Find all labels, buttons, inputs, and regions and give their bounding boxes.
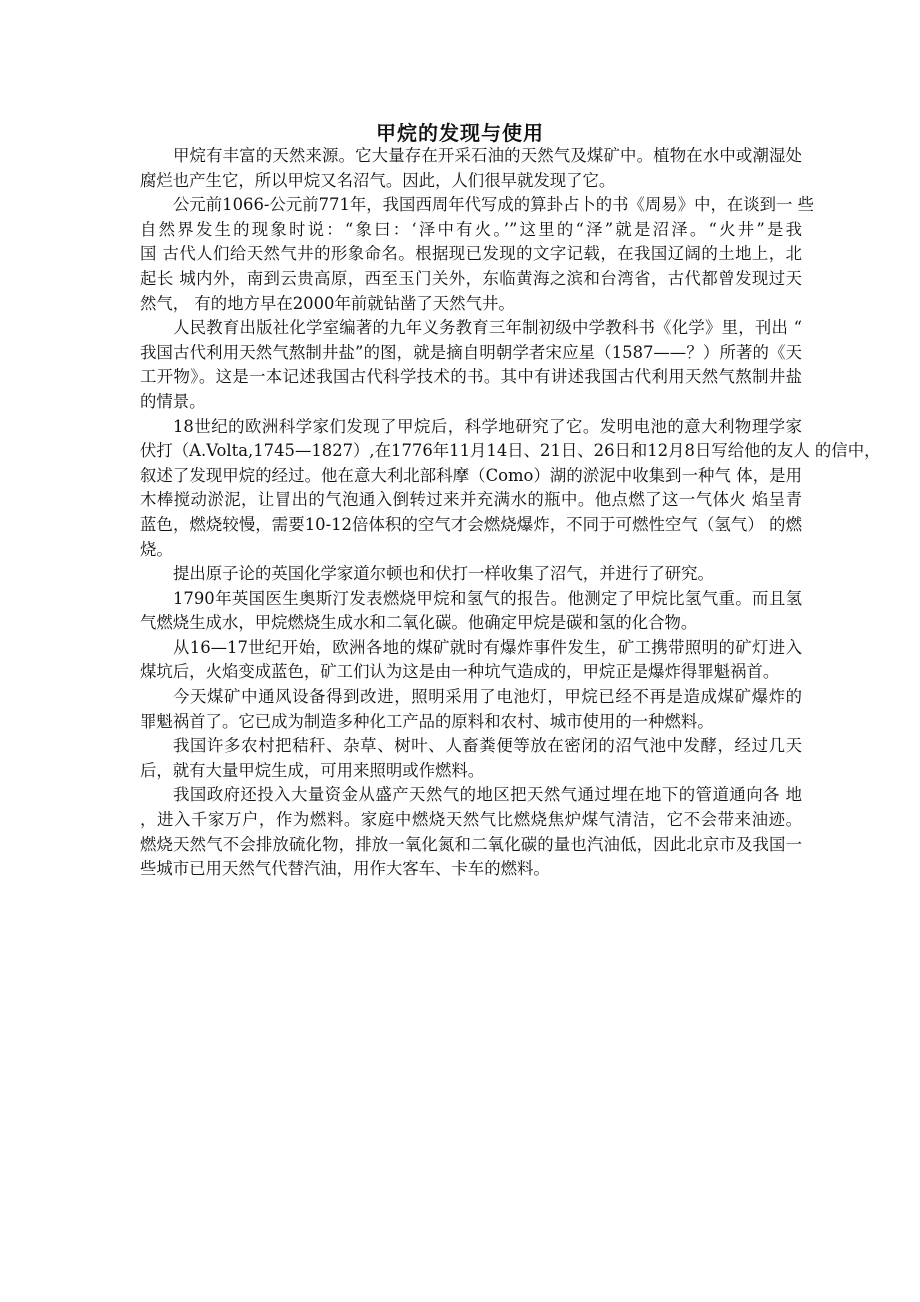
paragraph-line: 我国政府还投入大量资金从盛产天然气的地区把天然气通过埋在地下的管道通向各 地: [173, 785, 802, 805]
paragraph-line: 蓝色，燃烧较慢，需要10-12倍体积的空气才会燃烧爆炸，不同于可燃性空气（氢气） 的燃: [140, 514, 802, 534]
paragraph-line: 木棒搅动淤泥，让冒出的气泡通入倒转过来并充满水的瓶中。他点燃了这一气体火 焰呈青: [140, 490, 802, 510]
document-title: 甲烷的发现与使用: [376, 121, 544, 146]
paragraph-line: 甲烷有丰富的天然来源。它大量存在开采石油的天然气及煤矿中。植物在水中或潮湿处: [173, 146, 802, 165]
paragraph: [140, 144, 802, 193]
paragraph: [140, 193, 815, 316]
paragraph-line: 些城市已用天然气代替汽油，用作大客车、卡车的燃料。: [140, 859, 550, 879]
paragraph: [140, 685, 802, 734]
paragraph: [140, 734, 802, 783]
paragraph: [140, 316, 802, 414]
paragraph-line: 自然界发生的现象时说：“象曰：‘泽中有火。’”这里的“泽”就是沼泽。“火井”是我: [140, 219, 802, 239]
paragraph-line: ，进入千家万户，作为燃料。家庭中燃烧天然气比燃烧焦炉煤气清洁，它不会带来油迹。: [140, 810, 802, 830]
paragraph: [140, 415, 881, 563]
paragraph-line: 国 古代人们给天然气井的形象命名。根据现已发现的文字记载，在我国辽阔的土地上，北: [140, 244, 802, 264]
document-body: [140, 144, 881, 882]
paragraph: [140, 783, 802, 881]
paragraph-line: 18世纪的欧洲科学家们发现了甲烷后，科学地研究了它。发明电池的意大利物理学家: [173, 416, 802, 436]
paragraph-line: 腐烂也产生它，所以甲烷又名沼气。因此，人们很早就发现了它。: [140, 170, 616, 190]
paragraph-line: 罪魁祸首了。它已成为制造多种化工产品的原料和农村、城市使用的一种燃料。: [140, 711, 714, 731]
paragraph-line: 煤坑后，火焰变成蓝色，矿工们认为这是由一种坑气造成的，甲烷正是爆炸得罪魁祸首。: [140, 662, 780, 682]
paragraph-line: 然气， 有的地方早在2000年前就钻凿了天然气井。: [140, 293, 515, 313]
paragraph-line: 叙述了发现甲烷的经过。他在意大利北部科摩（Como）湖的淤泥中收集到一种气 体，是用: [140, 465, 802, 485]
paragraph-line: 后，就有大量甲烷生成，可用来照明或作燃料。: [140, 760, 485, 780]
paragraph-line: 气燃烧生成水，甲烷燃烧生成水和二氧化碳。他确定甲烷是碳和氢的化合物。: [140, 613, 698, 633]
paragraph-line: 伏打（A.Volta,1745—1827）,在1776年11月14日、21日、26日和12月8日写给他的友人 的信中，: [140, 441, 881, 461]
paragraph-line: 工开物》。这是一本记述我国古代科学技术的书。其中有讲述我国古代利用天然气熬制井盐: [140, 367, 802, 387]
paragraph-line: 烧。: [140, 539, 173, 559]
paragraph-line: 燃烧天然气不会排放硫化物，排放一氧化氮和二氧化碳的量也汽油低，因此北京市及我国一: [140, 834, 802, 854]
paragraph-line: 公元前1066-公元前771年，我国西周年代写成的算卦占卜的书《周易》中，在谈到一 些: [173, 195, 815, 215]
paragraph-line: 从16—17世纪开始，欧洲各地的煤矿就时有爆炸事件发生，矿工携带照明的矿灯进入: [173, 637, 802, 657]
paragraph-line: 我国古代利用天然气熬制井盐”的图，就是摘自明朝学者宋应星（1587——？）所著的《天: [140, 342, 802, 362]
paragraph: [140, 587, 802, 636]
paragraph: [140, 562, 802, 587]
paragraph-line: 起长 城内外，南到云贵高原，西至玉门关外，东临黄海之滨和台湾省，古代都曾发现过天: [140, 268, 802, 288]
paragraph-line: 提出原子论的英国化学家道尔顿也和伏打一样收集了沼气，并进行了研究。: [173, 564, 714, 584]
paragraph: [140, 636, 802, 685]
paragraph-line: 人民教育出版社化学室编著的九年义务教育三年制初级中学教科书《化学》里，刊出 “: [173, 318, 802, 338]
paragraph-line: 我国许多农村把秸秆、杂草、树叶、人畜粪便等放在密闭的沼气池中发酵，经过几天: [173, 736, 802, 756]
paragraph-line: 今天煤矿中通风设备得到改进，照明采用了电池灯，甲烷已经不再是造成煤矿爆炸的: [173, 687, 802, 707]
paragraph-line: 的情景。: [140, 391, 206, 411]
paragraph-line: 1790年英国医生奥斯汀发表燃烧甲烷和氢气的报告。他测定了甲烷比氢气重。而且氢: [173, 588, 802, 608]
